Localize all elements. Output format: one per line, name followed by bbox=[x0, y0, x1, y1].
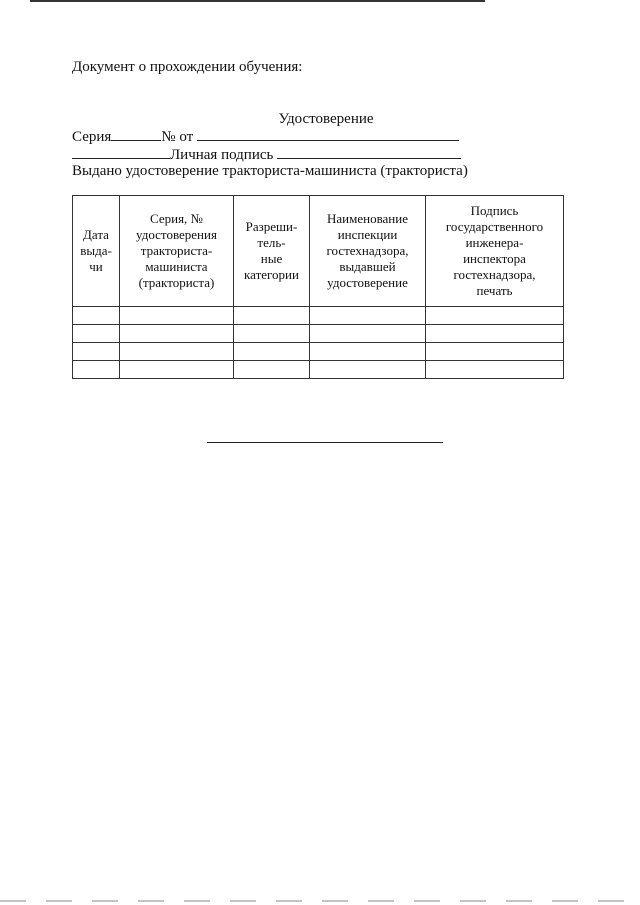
table-header-row bbox=[73, 196, 564, 307]
header-issue-date: Дата выда- чи bbox=[73, 196, 120, 307]
table-cell[interactable] bbox=[120, 343, 234, 361]
table-cell[interactable] bbox=[426, 307, 564, 325]
table-cell[interactable] bbox=[426, 325, 564, 343]
table-cell[interactable] bbox=[310, 307, 426, 325]
table-cell[interactable] bbox=[120, 325, 234, 343]
table-cell[interactable] bbox=[310, 325, 426, 343]
table-cell[interactable] bbox=[310, 361, 426, 379]
table-cell[interactable] bbox=[426, 343, 564, 361]
header-inspection-name: Наименование инспекции гостехнадзора, выдавшей удостоверение bbox=[310, 196, 426, 307]
signature-blank-field[interactable] bbox=[277, 145, 461, 159]
table-cell[interactable] bbox=[120, 307, 234, 325]
table-cell[interactable] bbox=[234, 361, 310, 379]
document-heading: Документ о прохождении обучения: bbox=[72, 59, 303, 75]
bottom-scan-marks bbox=[0, 900, 640, 902]
table-row bbox=[73, 361, 564, 379]
table-cell[interactable] bbox=[73, 361, 120, 379]
table-cell[interactable] bbox=[73, 307, 120, 325]
series-blank-field[interactable] bbox=[111, 127, 161, 141]
certificate-title: Удостоверение bbox=[278, 111, 374, 127]
table-cell[interactable] bbox=[234, 343, 310, 361]
table-cell[interactable] bbox=[120, 361, 234, 379]
top-page-edge-rule bbox=[30, 0, 485, 2]
series-number-line bbox=[72, 127, 459, 146]
table-cell[interactable] bbox=[310, 343, 426, 361]
table-cell[interactable] bbox=[426, 361, 564, 379]
header-inspector-signature: Подпись государственного инженера- инспектора гостехнадзора, печать bbox=[426, 196, 564, 307]
series-label: Серия bbox=[72, 129, 112, 145]
table-cell[interactable] bbox=[234, 307, 310, 325]
header-series-number: Серия, № удостоверения тракториста- машиниста (тракториста) bbox=[120, 196, 234, 307]
table-cell[interactable] bbox=[73, 343, 120, 361]
end-divider-rule bbox=[207, 442, 443, 443]
issued-text: Выдано удостоверение тракториста-машиниста (тракториста) bbox=[72, 163, 468, 179]
table-cell[interactable] bbox=[73, 325, 120, 343]
name-blank-field[interactable] bbox=[72, 145, 170, 159]
certificate-records-table bbox=[72, 195, 564, 379]
signature-label: Личная подпись bbox=[170, 147, 274, 163]
header-categories: Разреши- тель- ные категории bbox=[234, 196, 310, 307]
number-date-blank-field[interactable] bbox=[197, 127, 459, 141]
table-cell[interactable] bbox=[234, 325, 310, 343]
table-row bbox=[73, 343, 564, 361]
table-row bbox=[73, 307, 564, 325]
table-row bbox=[73, 325, 564, 343]
number-date-label: № от bbox=[161, 129, 194, 145]
